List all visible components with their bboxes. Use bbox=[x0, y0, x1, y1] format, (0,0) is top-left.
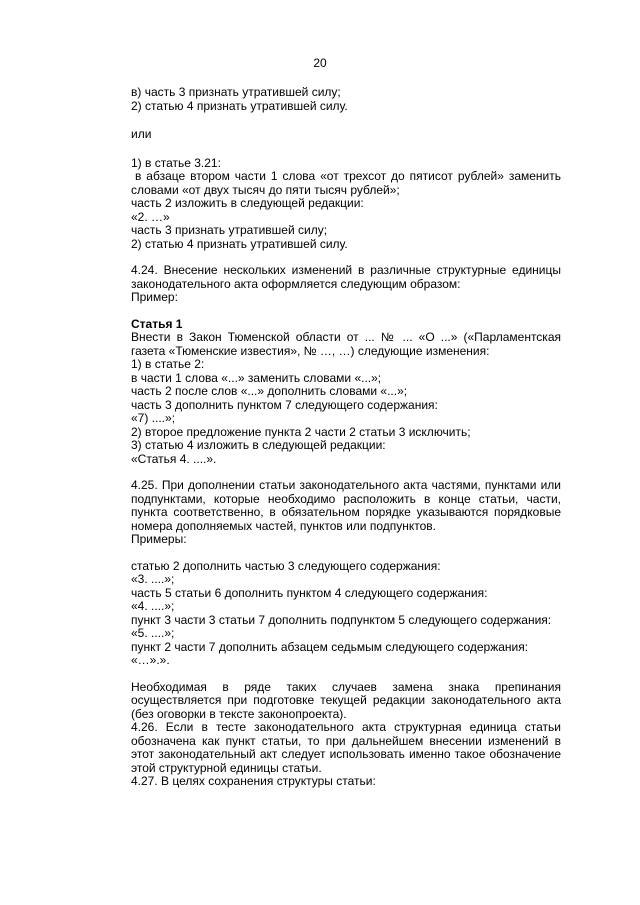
text-line: пункт 2 части 7 дополнить абзацем седьмым следующего содержания: bbox=[131, 639, 529, 654]
examples-label: Примеры: bbox=[131, 532, 187, 546]
text-line: «2. …» bbox=[131, 209, 170, 224]
paragraph: в абзаце втором части 1 слова «от трехсот до пятисот рублей» заменить словами «от двух тысяч до пяти тысяч рублей»; bbox=[131, 169, 561, 197]
text-line: часть 2 после слов «...» дополнить словами «...»; bbox=[131, 384, 408, 398]
or-word: или bbox=[131, 127, 152, 141]
article-title: Статья 1 bbox=[131, 316, 183, 331]
text-line: часть 3 дополнить пунктом 7 следующего содержания: bbox=[131, 397, 438, 412]
text-line: «4. ....»; bbox=[131, 599, 175, 613]
text-line: «7) ....»; bbox=[131, 411, 176, 425]
paragraph-4-25: 4.25. При дополнении статьи законодательного акта частями, пунктами или подпунктами, которые необходимо расположить в конце статьи, части, пункта соответственно, в обязательном порядке указываются порядковые номера дополняемых частей, пунктов или подпунктов. bbox=[131, 478, 561, 533]
text-line: часть 3 признать утратившей силу; bbox=[131, 223, 328, 237]
text-line: в) часть 3 признать утратившей силу; bbox=[131, 85, 341, 99]
paragraph: Внести в Закон Тюменской области от ... № ... «О ...» («Парламентская газета «Тюменские известия», № …, …) следующие изменения: bbox=[131, 330, 561, 358]
text-line: 2) статью 4 признать утратившей силу. bbox=[131, 98, 348, 113]
text-line: в части 1 слова «...» заменить словами «...»; bbox=[131, 370, 382, 385]
text-line: статью 2 дополнить частью 3 следующего содержания: bbox=[131, 558, 441, 573]
text-line: «Статья 4. ....». bbox=[131, 451, 217, 466]
text-line: часть 5 статьи 6 дополнить пунктом 4 следующего содержания: bbox=[131, 585, 488, 600]
paragraph-4-24: 4.24. Внесение нескольких изменений в различные структурные единицы законодательного акта оформляется следующим образом: bbox=[131, 263, 561, 291]
document-body bbox=[131, 86, 561, 789]
text-line: «5. ....»; bbox=[131, 626, 175, 640]
paragraph-4-26: 4.26. Если в тесте законодательного акта структурная единица статьи обозначена как пункт статьи, то при дальнейшем внесении изменений в этот законодательный акт следует использовать именно такое обозначение этой структурной единицы статьи. bbox=[131, 720, 561, 775]
text-line: «3. ....»; bbox=[131, 572, 175, 586]
example-label: Пример: bbox=[131, 290, 178, 304]
text-line: пункт 3 части 3 статьи 7 дополнить подпунктом 5 следующего содержания: bbox=[131, 612, 552, 627]
paragraph: Необходимая в ряде таких случаев замена знака препинания осуществляется при подготовке текущей редакции законодательного акта (без оговорки в тексте законопроекта). bbox=[131, 679, 561, 721]
text-line: часть 2 изложить в следующей редакции: bbox=[131, 196, 364, 210]
text-line: 3) статью 4 изложить в следующей редакции: bbox=[131, 438, 386, 452]
text-line: 1) в статье 2: bbox=[131, 357, 205, 371]
text-line: 1) в статье 3.21: bbox=[131, 155, 221, 170]
text-line: «…».». bbox=[131, 653, 170, 667]
text-line: 2) статью 4 признать утратившей силу. bbox=[131, 236, 348, 251]
paragraph-4-27: 4.27. В целях сохранения структуры статьи: bbox=[131, 774, 376, 788]
text-line: 2) второе предложение пункта 2 части 2 статьи 3 исключить; bbox=[131, 424, 471, 439]
page-number: 20 bbox=[313, 56, 327, 70]
